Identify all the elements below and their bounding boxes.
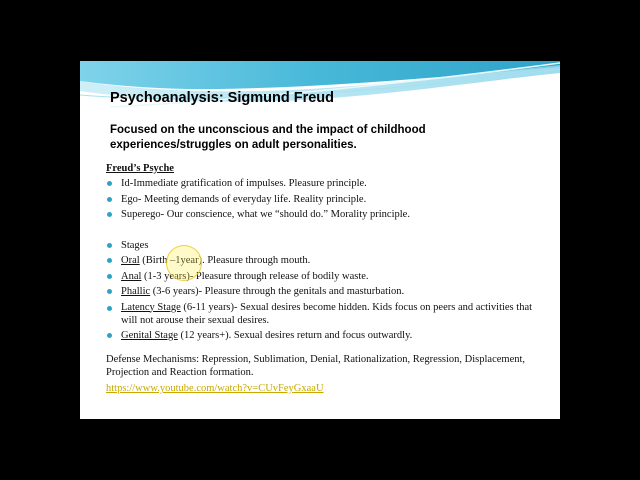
list-item: Id-Immediate gratification of impulses. Pleasure principle. <box>106 176 546 192</box>
stage-name: Phallic <box>121 286 151 297</box>
bullet-icon <box>107 306 112 311</box>
defense-mechanisms-text: Defense Mechanisms: Repression, Sublimation, Denial, Rationalization, Regression, Displacement, Projection and Reaction formation. <box>106 354 526 378</box>
spacer <box>106 223 546 238</box>
list-item-stage-latency: Latency Stage (6-11 years)- Sexual desires become hidden. Kids focus on peers and activities that will not arouse their sexual desires. <box>106 301 546 327</box>
list-item-stage-oral: Oral (Birth –1year). Pleasure through mouth. <box>106 253 546 269</box>
slide <box>80 61 560 419</box>
slide-title: Psychoanalysis: Sigmund Freud <box>110 90 334 106</box>
list-item: Ego- Meeting demands of everyday life. Reality principle. <box>106 192 546 208</box>
list-item-stage-anal: Anal (1-3 years)- Pleasure through release of bodily waste. <box>106 269 546 285</box>
bullet-icon <box>107 212 112 217</box>
stage-name: Oral <box>121 255 140 266</box>
bullet-icon <box>107 181 112 186</box>
bullet-icon <box>107 333 112 338</box>
stage-name: Anal <box>121 270 142 282</box>
list-item-stage-genital: Genital Stage (12 years+). Sexual desires return and focus outwardly. <box>106 328 546 344</box>
youtube-link[interactable]: https://www.youtube.com/watch?v=CUvFeyGxaaU <box>106 383 324 394</box>
bullet-icon <box>107 289 112 294</box>
slide-body <box>106 161 546 396</box>
bullet-icon <box>107 243 112 248</box>
stage-name: Latency Stage <box>121 301 181 313</box>
bullet-icon <box>107 197 112 202</box>
stage-name: Genital Stage <box>121 329 178 341</box>
list-item: Superego- Our conscience, what we “should do.” Morality principle. <box>106 207 546 223</box>
psyche-heading: Freud’s Psyche <box>106 163 174 174</box>
bullet-icon <box>107 274 112 279</box>
slide-subtitle: Focused on the unconscious and the impact of childhood experiences/struggles on adult personalities. <box>110 124 426 151</box>
list-item-stages: Stages <box>106 238 546 254</box>
bullet-icon <box>107 258 112 263</box>
list-item-stage-phallic: Phallic (3-6 years)- Pleasure through the genitals and masturbation. <box>106 284 546 300</box>
psyche-list <box>106 176 546 343</box>
